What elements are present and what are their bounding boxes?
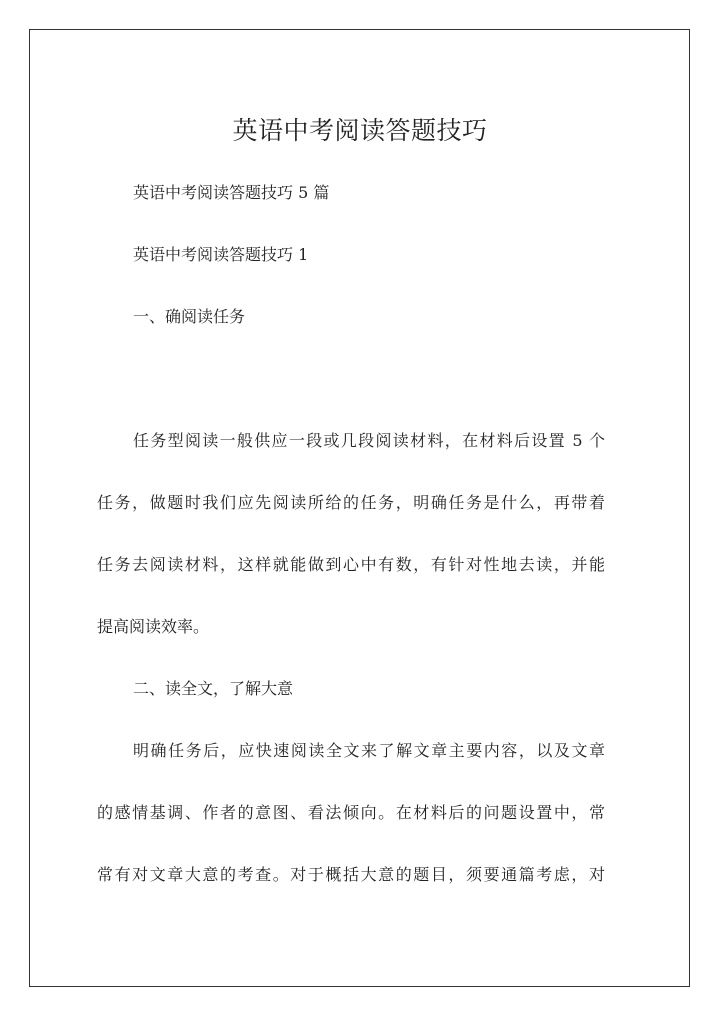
paragraph-2-line-1: 明确任务后，应快速阅读全文来了解文章主要内容，以及文章	[133, 741, 605, 760]
section-heading: 英语中考阅读答题技巧 1	[133, 245, 309, 264]
paragraph-2-line-2: 的感情基调、作者的意图、看法倾向。在材料后的问题设置中，常	[97, 803, 605, 822]
document-subtitle: 英语中考阅读答题技巧 5 篇	[133, 183, 330, 202]
paragraph-2-line-3: 常有对文章大意的考查。对于概括大意的题目，须要通篇考虑，对	[97, 865, 605, 884]
document-title: 英语中考阅读答题技巧	[232, 116, 488, 145]
paragraph-1-line-1: 任务型阅读一般供应一段或几段阅读材料，在材料后设置 5 个	[133, 431, 605, 450]
heading-2: 二、读全文，了解大意	[133, 679, 294, 698]
paragraph-1-line-4: 提高阅读效率。	[97, 617, 210, 636]
paragraph-1-line-2: 任务，做题时我们应先阅读所给的任务，明确任务是什么，再带着	[97, 493, 605, 512]
heading-1: 一、确阅读任务	[133, 307, 246, 326]
paragraph-1-line-3: 任务去阅读材料，这样就能做到心中有数，有针对性地去读，并能	[97, 555, 605, 574]
